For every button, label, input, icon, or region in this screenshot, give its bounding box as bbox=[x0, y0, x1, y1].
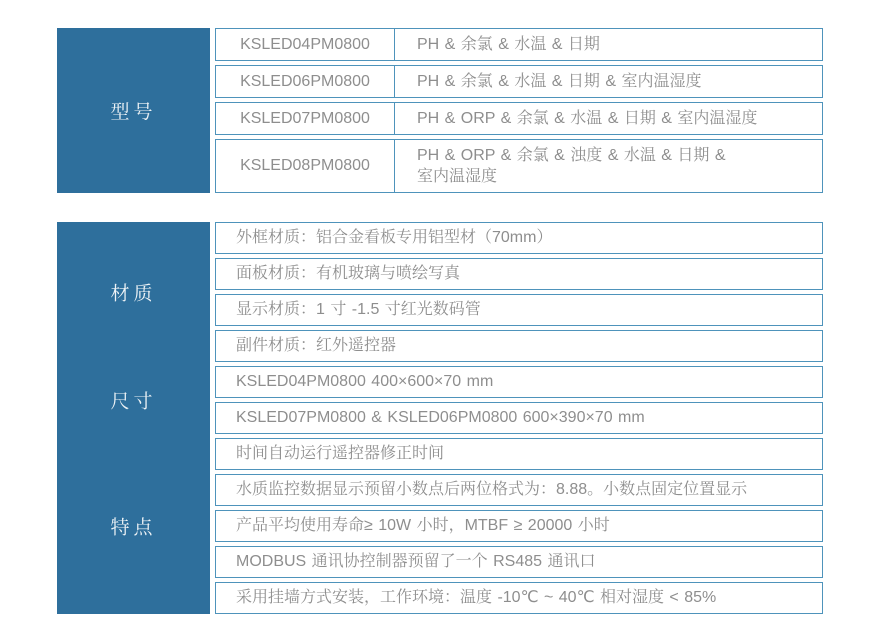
table-row bbox=[215, 366, 823, 398]
model-table bbox=[57, 28, 823, 193]
table-row bbox=[215, 222, 823, 254]
model-features-cell bbox=[395, 66, 822, 97]
table-row bbox=[215, 294, 823, 326]
table-row bbox=[215, 28, 823, 61]
model-features-text: PH & ORP & 余氯 & 浊度 & 水温 & 日期 & 室内温湿度 bbox=[417, 147, 726, 185]
model-table-rows bbox=[215, 28, 823, 193]
table-row bbox=[215, 102, 823, 135]
table-row bbox=[215, 582, 823, 614]
spec-text-cell: 水质监控数据显示预留小数点后两位格式为：8.88。小数点固定位置显示 bbox=[236, 481, 748, 498]
spec-text-cell: 显示材质：1 寸 -1.5 寸红光数码管 bbox=[236, 301, 481, 318]
model-features-cell bbox=[395, 29, 822, 60]
model-features-cell bbox=[395, 140, 822, 192]
table-row bbox=[215, 474, 823, 506]
table-row bbox=[215, 258, 823, 290]
spec-text-cell: 时间自动运行遥控器修正时间 bbox=[236, 445, 445, 462]
spec-text-cell: MODBUS 通讯协控制器预留了一个 RS485 通讯口 bbox=[236, 553, 596, 570]
spec-text-cell: 面板材质：有机玻璃与喷绘写真 bbox=[236, 265, 461, 282]
model-features-text: PH & ORP & 余氯 & 水温 & 日期 & 室内温湿度 bbox=[417, 110, 758, 127]
spec-text-cell: KSLED07PM0800 & KSLED06PM0800 600×390×70 mm bbox=[236, 409, 645, 426]
model-number-cell: KSLED04PM0800 bbox=[216, 29, 395, 60]
section-label-dimensions: 尺寸 bbox=[110, 391, 157, 413]
table-row bbox=[215, 65, 823, 98]
section-label-material: 材质 bbox=[110, 283, 157, 305]
table-row bbox=[215, 330, 823, 362]
model-number-cell: KSLED07PM0800 bbox=[216, 103, 395, 134]
section-label-features: 特点 bbox=[110, 517, 157, 539]
spec-text-cell: 副件材质：红外遥控器 bbox=[236, 337, 397, 354]
model-table-header-label: 型号 bbox=[110, 102, 157, 123]
model-features-text: PH & 余氯 & 水温 & 日期 bbox=[417, 36, 600, 53]
model-table-header-cell bbox=[57, 28, 210, 193]
model-number-cell: KSLED08PM0800 bbox=[216, 140, 395, 192]
table-row bbox=[215, 139, 823, 193]
spec-table-rows bbox=[215, 222, 823, 614]
table-row bbox=[215, 438, 823, 470]
table-row bbox=[215, 510, 823, 542]
spec-table bbox=[57, 222, 823, 614]
spec-text-cell: 产品平均使用寿命≥ 10W 小时，MTBF ≥ 20000 小时 bbox=[236, 517, 610, 534]
table-row bbox=[215, 546, 823, 578]
spec-text-cell: 采用挂墙方式安装，工作环境：温度 -10℃ ~ 40℃ 相对湿度 < 85% bbox=[236, 589, 717, 606]
model-features-text: PH & 余氯 & 水温 & 日期 & 室内温湿度 bbox=[417, 73, 702, 90]
spec-text-cell: KSLED04PM0800 400×600×70 mm bbox=[236, 373, 494, 390]
model-features-cell bbox=[395, 103, 822, 134]
spec-text-cell: 外框材质：铝合金看板专用铝型材（70mm） bbox=[236, 229, 553, 246]
model-number-cell: KSLED06PM0800 bbox=[216, 66, 395, 97]
table-row bbox=[215, 402, 823, 434]
spec-table-header-column bbox=[57, 222, 210, 614]
